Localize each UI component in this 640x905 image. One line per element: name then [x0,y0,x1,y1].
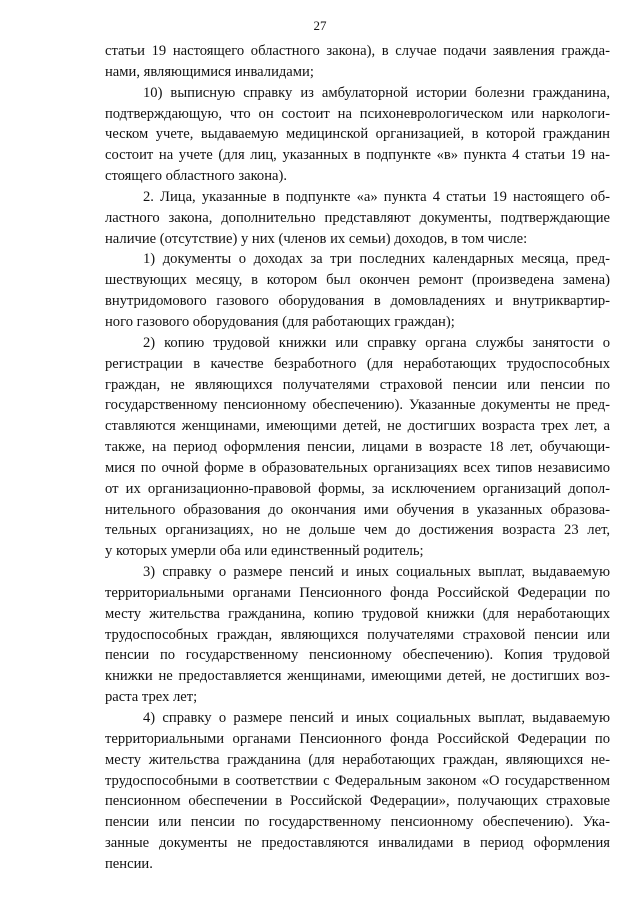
page-number: 27 [313,18,327,33]
text-line: пенсионном обеспечении в Российской Федерации», получающих страховые [105,793,610,810]
text-line: нительного образования до окончания ими обучения в указанных образова- [105,501,610,518]
text-line: наличие (отсутствие) у них (членов их семьи) доходов, в том числе: [105,230,528,247]
text-line: территориальными органами Пенсионного фонда Российской Федерации по [105,730,610,747]
text-line: государственному пенсионному обеспечению). Указанные документы не пред- [105,397,610,414]
text-line: занные документы не предоставляются инвалидами в период оформления [105,835,610,852]
text-line: статьи 19 настоящего областного закона), в случае подачи заявления гражда- [105,43,610,59]
text-line: у которых умерли оба или единственный родитель; [105,543,424,560]
text-line: трудоспособных граждан, являющихся получателями страховой пенсии или [105,626,610,643]
text-line: от их организационно-правовой формы, за исключением организаций допол- [105,480,610,497]
text-line: состоит на учете (для лиц, указанных в подпункте «в» пункта 4 статьи 19 на- [105,147,610,164]
text-line: 10) выписную справку из амбулаторной истории болезни гражданина, [143,84,610,101]
text-line: внутридомового газового оборудования в домовладениях и внутриквартир- [105,293,610,310]
text-line: регистрации в качестве безработного (для неработающих трудоспособных [105,355,610,372]
text-line: трудоспособными в соответствии с Федеральным законом «О государственном [105,772,610,789]
text-line: граждан, не являющихся получателями страховой пенсии или пенсии по [105,376,610,393]
text-line: месту жительства гражданина, копию трудовой книжки (для неработающих [105,605,610,622]
text-line: 4) справку о размере пенсий и иных социальных выплат, выдаваемую [143,710,610,726]
text-line: 3) справку о размере пенсий и иных социальных выплат, выдаваемую [143,564,610,581]
text-line: ставляются женщинами, имеющими детей, не достигших возраста трех лет, а [105,418,610,435]
text-line: ластного закона, дополнительно представляют документы, подтверждающие [105,209,610,226]
text-line: раста трех лет; [105,689,198,706]
text-line: стоящего областного закона). [105,168,288,185]
text-line: 2. Лица, указанные в подпункте «а» пункта 4 статьи 19 настоящего об- [143,188,610,205]
text-line: также, на период оформления пенсии, лицами в возрасте 18 лет, обучающи- [105,439,610,456]
text-line: ческом учете, выдаваемую медицинской организацией, в которой гражданин [105,126,610,143]
text-line: пенсии или пенсии по государственному пенсионному обеспечению). Ука- [105,814,610,831]
text-line: 1) документы о доходах за три последних календарных месяца, пред- [143,251,610,268]
text-line: месту жительства гражданина (для неработающих граждан, являющихся не- [105,751,610,768]
text-line: 2) копию трудовой книжки или справку органа службы занятости о [143,334,610,351]
text-line: территориальными органами Пенсионного фонда Российской Федерации по [105,584,610,601]
text-line: нами, являющимися инвалидами; [105,63,314,80]
document-body [105,41,610,875]
text-line: пенсии. [105,855,153,872]
text-line: ного газового оборудования (для работающих граждан); [105,313,455,330]
text-line: пенсии по государственному пенсионному обеспечению). Копия трудовой [105,647,610,664]
text-line: тельных организациях, но не дольше чем до достижения возраста 23 лет, [105,522,610,539]
text-line: мися по очной форме в образовательных организациях всех типов независимо [105,459,610,476]
text-line: подтверждающую, что он состоит на психоневрологическом или наркологи- [105,105,610,122]
text-line: книжки не предоставляется женщинами, имеющими детей, не достигших воз- [105,668,610,685]
text-line: шествующих месяцу, в котором был окончен ремонт (произведена замена) [105,272,610,289]
